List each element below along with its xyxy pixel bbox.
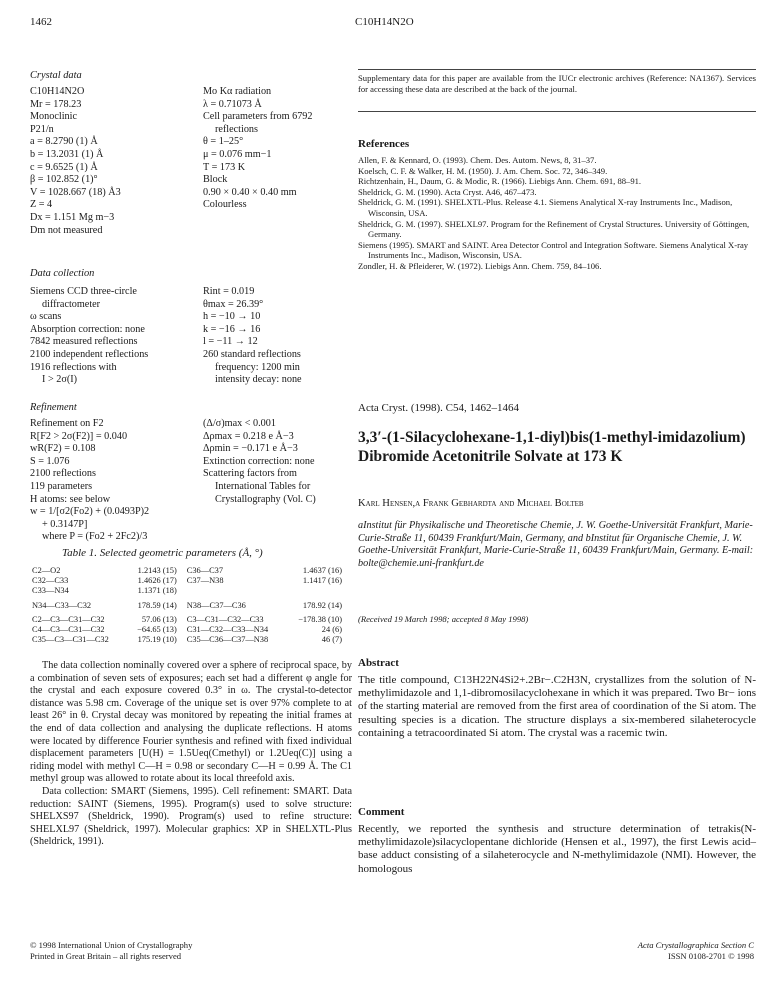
article-affiliation: aInstitut für Physikalische und Theoretische Chemie, J. W. Goethe-Universität Frankfurt, Marie-Curie-Straße 11, 60439 Frankfurt/Main, Germany, and bInstitut für Organische Chemie, J. W. Goethe-Universität Frankfurt, Marie-Curie-Straße 11, 60439 Frankfurt/Main, Germany. E-mail: bolte@chemie.uni-frankfurt.de	[358, 520, 754, 569]
crystal-data-left	[30, 86, 190, 237]
abstract-text: The title compound, C13H22N4Si2+.2Br−.C2H3N, crystallizes from the solution of N-methylimidazole and 1,1-dibromosilacyclohexane in which it was prepared. Two Br− ions of the starting material are removed from the first area of coordination of the Si atom. The resulting species is a dication. The structure displays a six-membered silaheterocycle containing a tetracoordinated Si atom. The crystal was a racemic twin.	[358, 674, 756, 739]
refinement-line: + 0.3147P]	[42, 518, 88, 530]
refinement-line: Δρmax = 0.218 e Å−3	[203, 430, 294, 442]
references-heading: References	[358, 138, 410, 150]
table-cell: 24 (6)	[321, 625, 342, 635]
reference-item: Allen, F. & Kennard, O. (1993). Chem. Des. Autom. News, 8, 31–37.	[358, 155, 597, 165]
crystal-data-line: λ = 0.71073 Å	[203, 98, 262, 110]
refinement-heading: Refinement	[30, 402, 77, 413]
body-paragraph: Data collection: SMART (Siemens, 1995). Cell refinement: SMART. Data reduction: SAINT (Siemens, 1995). Program(s) used to solve structure: SHELXS97 (Sheldrick, 1990). Program(s) used to refine structure: SHELXL97 (Sheldrick, 1997). Molecular graphics: XP in SHELXTL-Plus (Sheldrick, 1991).	[30, 785, 352, 848]
table-cell: 1.1371 (18)	[137, 586, 177, 596]
table-row	[30, 586, 350, 596]
table-cell: C2—O2	[32, 566, 61, 575]
table-cell: 178.59 (14)	[137, 600, 177, 610]
table-cell: C31—C32—C33—N34	[186, 625, 269, 635]
reference-item: Sheldrick, G. M. (1991). SHELXTL-Plus. Release 4.1. Siemens Analytical X-ray Instruments Inc., Madison, Wisconsin, USA.	[358, 197, 733, 218]
crystal-data-line: μ = 0.076 mm−1	[203, 148, 272, 160]
table-cell: 1.1417 (16)	[302, 576, 342, 586]
crystal-data-line: Cell parameters from 6792	[203, 111, 313, 123]
issn-line: ISSN 0108-2701 © 1998	[667, 950, 754, 961]
refinement-line: Refinement on F2	[30, 418, 104, 429]
table-cell: 57.06 (13)	[141, 614, 177, 624]
crystal-data-line: Monoclinic	[30, 111, 77, 123]
table-cell: N34—C33—C32	[32, 600, 92, 610]
refinement-line: Crystallography (Vol. C)	[215, 493, 316, 505]
data-collection-line: intensity decay: none	[215, 374, 302, 386]
data-collection-left	[30, 286, 200, 387]
table-cell: 1.4637 (16)	[302, 566, 342, 575]
data-collection-line: k = −16 → 16	[203, 323, 261, 335]
article-title: 3,3′-(1-Silacyclohexane-1,1-diyl)bis(1-methyl-imidazolium) Dibromide Acetonitrile Solvate at 173 K	[358, 429, 746, 465]
table-cell: −178.38 (10)	[298, 614, 342, 624]
table-cell: 1.2143 (15)	[137, 566, 177, 575]
table-cell: C37—N38	[186, 576, 224, 586]
reference-item: Sheldrick, G. M. (1990). Acta Cryst. A46, 467–473.	[358, 186, 537, 197]
table-cell	[185, 586, 286, 596]
data-collection-line: 2100 independent reflections	[30, 348, 149, 360]
table-row	[30, 635, 350, 645]
table-cell: −64.65 (13)	[137, 625, 177, 635]
reference-item: Koelsch, C. F. & Walker, H. M. (1950). J. Am. Chem. Soc. 72, 346–349.	[358, 165, 608, 176]
comment-heading: Comment	[358, 806, 405, 818]
data-collection-line: Absorption correction: none	[30, 323, 145, 335]
body-left	[30, 660, 352, 849]
data-collection-line: ω scans	[30, 311, 62, 323]
article-citation: Acta Cryst. (1998). C54, 1462–1464	[358, 402, 520, 414]
data-collection-line: 1916 reflections with	[30, 361, 117, 373]
crystal-data-line: β = 102.852 (1)°	[30, 174, 98, 186]
running-formula: C10H14N2O	[355, 16, 414, 28]
printed-line: Printed in Great Britain – all rights reserved	[30, 950, 182, 961]
refinement-line: 119 parameters	[30, 480, 93, 492]
supplementary-note: Supplementary data for this paper are available from the IUCr electronic archives (Reference: NA1367). Services for accessing these data are described at the back of the journal.	[358, 73, 756, 94]
table-cell: C35—C36—C37—N38	[186, 635, 269, 645]
refinement-line: w = 1/[σ2(Fo2) + (0.0493P)2	[30, 506, 150, 518]
data-collection-line: diffractometer	[42, 298, 101, 310]
refinement-line: Δρmin = −0.171 e Å−3	[203, 443, 298, 455]
refinement-line: S = 1.076	[30, 455, 70, 467]
table-row	[30, 576, 350, 586]
table-cell	[286, 586, 350, 596]
data-collection-line: l = −11 → 12	[203, 336, 258, 348]
table1-caption: Table 1. Selected geometric parameters (Å, °)	[62, 547, 263, 559]
crystal-data-line: b = 13.2031 (1) Å	[30, 148, 104, 160]
table-cell: C35—C3—C31—C32	[32, 635, 109, 645]
received-dates: (Received 19 March 1998; accepted 8 May 1998)	[358, 614, 529, 624]
refinement-line: H atoms: see below	[30, 493, 111, 505]
abstract-heading: Abstract	[358, 657, 399, 669]
footer-right	[586, 940, 754, 961]
crystal-data-line: Z = 4	[30, 199, 53, 211]
data-collection-line: Siemens CCD three-circle	[30, 286, 137, 297]
table-cell: C4—C3—C31—C32	[32, 625, 105, 635]
reference-item: Richtzenhain, H., Daum, G. & Modic, R. (1966). Liebigs Ann. Chem. 691, 88–91.	[358, 176, 642, 187]
table-cell: 46 (7)	[321, 635, 342, 645]
refinement-line: wR(F2) = 0.108	[30, 443, 96, 455]
table1	[30, 566, 350, 645]
crystal-data-line: C10H14N2O	[30, 86, 85, 97]
journal-line: Acta Crystallographica Section C	[637, 940, 754, 950]
table-cell: N38—C37—C36	[186, 600, 246, 610]
refinement-line: Extinction correction: none	[203, 455, 315, 467]
refinement-left	[30, 418, 200, 544]
table-cell: 1.4626 (17)	[137, 576, 177, 586]
table-cell: 178.92 (14)	[302, 600, 342, 610]
data-collection-line: 7842 measured reflections	[30, 336, 138, 348]
refinement-line: Scattering factors from	[203, 468, 297, 480]
table-row	[30, 566, 350, 576]
page-number: 1462	[30, 16, 52, 28]
body-paragraph: The data collection nominally covered over a sphere of reciprocal space, by a combination of seven sets of exposures; each set had a different φ angle for the crystal and each exposure covered 0.3° in ω. The crystal-to-detector distance was 5.98 cm. Coverage of the unique set is over 97% complete to at least 26° in θ. Crystal decay was monitored by repeating the initial frames at the end of data collection and analysing the duplicate reflections. H atoms were located by difference Fourier synthesis and refined with fixed individual displacement parameters [U(H) = 1.5Ueq(Cmethyl) or 1.2Ueq(C)] using a riding model with methyl C—H = 0.98 or secondary C—H = 0.99 Å. The C1 methyl group was allowed to rotate about its local threefold axis.	[30, 660, 352, 785]
crystal-data-line: T = 173 K	[203, 161, 246, 173]
table-cell: C32—C33	[32, 576, 69, 586]
comment-text: Recently, we reported the synthesis and structure determination of tetrakis(N-methylimidazole)silacyclopentane dichloride (Hensen et al., 1997), the first Lewis acid–base adduct consisting of a silaheterocycle and N-methylimidazole (NMI). However, the homologous	[358, 823, 756, 875]
crystal-data-line: c = 9.6525 (1) Å	[30, 161, 98, 173]
crystal-data-line: Dm not measured	[30, 224, 103, 236]
crystal-data-line: Dx = 1.151 Mg m−3	[30, 211, 115, 223]
refinement-line: where P = (Fo2 + 2Fc2)/3	[42, 531, 148, 543]
crystal-data-line: P21/n	[30, 123, 54, 135]
crystal-data-line: Colourless	[203, 199, 247, 211]
reference-item: Zondler, H. & Pfleiderer, W. (1972). Liebigs Ann. Chem. 759, 84–106.	[358, 260, 602, 271]
table-cell: C3—C31—C32—C33	[186, 614, 264, 624]
crystal-data-line: 0.90 × 0.40 × 0.40 mm	[203, 186, 297, 198]
table-row	[30, 625, 350, 635]
copyright-line: © 1998 International Union of Crystallography	[30, 940, 193, 950]
crystal-data-line: Mo Kα radiation	[203, 86, 272, 97]
refinement-right	[203, 418, 363, 506]
article-authors: Karl Hensen,a Frank Gebhardta and Michael Bolteb	[358, 498, 584, 509]
refinement-line: (Δ/σ)max < 0.001	[203, 418, 276, 429]
crystal-data-line: a = 8.2790 (1) Å	[30, 136, 98, 148]
data-collection-line: θmax = 26.39°	[203, 298, 264, 310]
refinement-line: 2100 reflections	[30, 468, 96, 480]
crystal-data-heading: Crystal data	[30, 70, 82, 81]
crystal-data-line: V = 1028.667 (18) Å3	[30, 186, 121, 198]
crystal-data-line: θ = 1–25°	[203, 136, 244, 148]
table-cell: C2—C3—C31—C32	[32, 614, 105, 624]
refinement-line: International Tables for	[215, 480, 311, 492]
table-cell: C36—C37	[186, 566, 224, 575]
reference-item: Sheldrick, G. M. (1997). SHELXL97. Program for the Refinement of Crystal Structures. University of Göttingen, Germany.	[358, 218, 750, 240]
crystal-data-line: Mr = 178.23	[30, 98, 82, 110]
crystal-data-line: reflections	[215, 123, 258, 135]
data-collection-line: h = −10 → 10	[203, 311, 261, 323]
table-cell: C33—N34	[32, 586, 69, 596]
table-row	[30, 615, 350, 625]
data-collection-line: Rint = 0.019	[203, 286, 255, 297]
refinement-line: R[F2 > 2σ(F2)] = 0.040	[30, 430, 128, 442]
reference-item: Siemens (1995). SMART and SAINT. Area Detector Control and Integration Software. Siemens Analytical X-ray Instruments Inc., Madison, Wisconsin, USA.	[358, 239, 749, 261]
table-row	[30, 601, 350, 611]
data-collection-line: 260 standard reflections	[203, 348, 301, 360]
crystal-data-right	[203, 86, 363, 212]
data-collection-line: frequency: 1200 min	[215, 361, 300, 373]
data-collection-line: I > 2σ(I)	[42, 374, 77, 386]
data-collection-heading: Data collection	[30, 268, 95, 279]
footer-left	[30, 940, 192, 961]
data-collection-right	[203, 286, 363, 387]
table-cell: 175.19 (10)	[137, 635, 177, 645]
crystal-data-line: Block	[203, 174, 228, 186]
references-list	[358, 155, 756, 272]
